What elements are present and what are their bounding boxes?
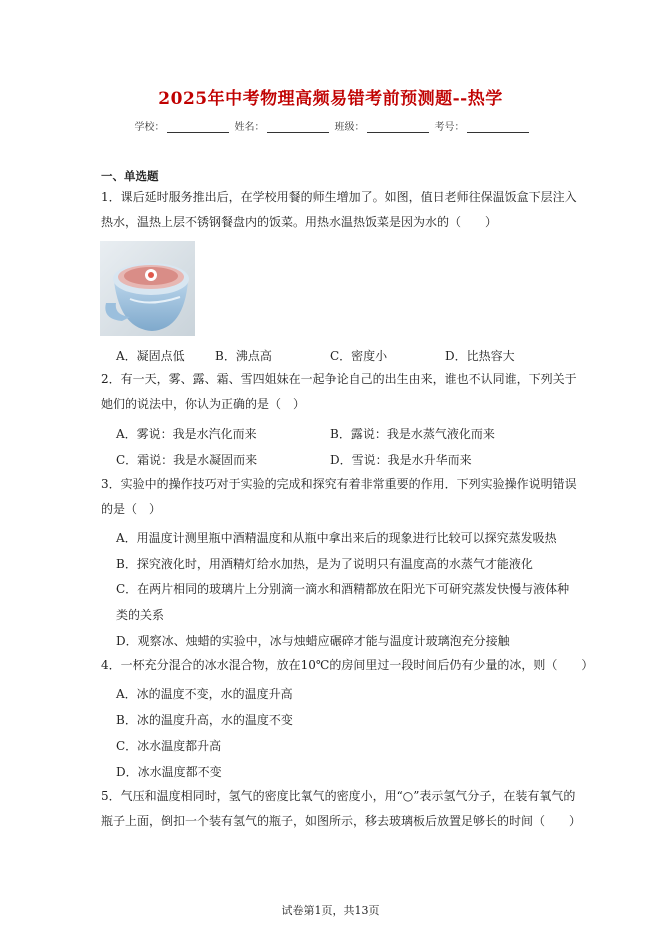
question-4-option-b[interactable]: B．冰的温度升高，水的温度不变 (116, 713, 293, 727)
question-3-option-a[interactable]: A．用温度计测里瓶中酒精温度和从瓶中拿出来后的现象进行比较可以探究蒸发吸热 (116, 531, 557, 545)
question-3-line-1: 3．实验中的操作技巧对于实验的完成和探究有着非常重要的作用．下列实验操作说明错误 (101, 477, 577, 491)
name-blank (267, 122, 329, 133)
question-3-option-c[interactable]: C．在两片相同的玻璃片上分别滴一滴水和酒精都放在阳光下可研究蒸发快慢与液体种 (116, 582, 570, 596)
section-title: 一、单选题 (101, 169, 159, 183)
class-label: 班级： (334, 122, 365, 133)
class-blank (367, 122, 429, 133)
lunch-box-photo-icon (100, 241, 195, 336)
question-1-option-a[interactable]: A．凝固点低 (116, 349, 185, 363)
name-label: 姓名： (234, 122, 265, 133)
question-2-option-a[interactable]: A．雾说：我是水汽化而来 (116, 427, 257, 441)
question-1-option-d[interactable]: D．比热容大 (445, 349, 515, 363)
page-title: 2025年中考物理高频易错考前预测题--热学 (158, 89, 503, 109)
page-footer: 试卷第1页，共13页 (281, 904, 380, 917)
question-2-option-d[interactable]: D．雪说：我是水升华而来 (330, 453, 472, 467)
question-2-line-1: 2．有一天，雾、露、霜、雪四姐妹在一起争论自己的出生由来，谁也不认同谁，下列关于 (101, 372, 577, 386)
question-3-option-d[interactable]: D．观察冰、烛蜡的实验中，冰与烛蜡应碾碎才能与温度计玻璃泡充分接触 (116, 634, 510, 648)
exam-number-blank (467, 122, 529, 133)
question-1-line-1: 1．课后延时服务推出后，在学校用餐的师生增加了。如图，值日老师往保温饭盒下层注入 (101, 190, 577, 204)
question-1-option-c[interactable]: C．密度小 (330, 349, 388, 363)
lunch-box-photo (100, 241, 195, 336)
question-3-line-2: 的是（ ） (101, 502, 162, 516)
question-3-option-c-cont: 类的关系 (116, 608, 165, 622)
school-blank (167, 122, 229, 133)
school-label: 学校： (134, 122, 165, 133)
question-4-option-a[interactable]: A．冰的温度不变，水的温度升高 (116, 687, 293, 701)
question-4-option-d[interactable]: D．冰水温度都不变 (116, 765, 222, 779)
question-1-line-2: 热水，温热上层不锈钢餐盘内的饭菜。用热水温热饭菜是因为水的（ ） (101, 215, 498, 229)
question-4-line-1: 4．一杯充分混合的冰水混合物，放在10℃的房间里过一段时间后仍有少量的冰，则（ ） (101, 658, 594, 672)
question-5-line-2: 瓶子上面，倒扣一个装有氢气的瓶子，如图所示，移去玻璃板后放置足够长的时间（ ） (101, 814, 582, 828)
question-2-option-c[interactable]: C．霜说：我是水凝固而来 (116, 453, 258, 467)
student-info-row (0, 118, 661, 133)
exam-number-label: 考号： (434, 122, 465, 133)
question-2-line-2: 她们的说法中，你认为正确的是（ ） (101, 397, 306, 411)
question-3-option-b[interactable]: B．探究液化时，用酒精灯给水加热，是为了说明只有温度高的水蒸气才能液化 (116, 557, 533, 571)
question-1-option-b[interactable]: B．沸点高 (215, 349, 272, 363)
question-2-option-b[interactable]: B．露说：我是水蒸气液化而来 (330, 427, 495, 441)
question-4-option-c[interactable]: C．冰水温度都升高 (116, 739, 222, 753)
question-5-line-1: 5．气压和温度相同时，氢气的密度比氧气的密度小，用“○”表示氢气分子，在装有氧气的 (101, 789, 576, 803)
